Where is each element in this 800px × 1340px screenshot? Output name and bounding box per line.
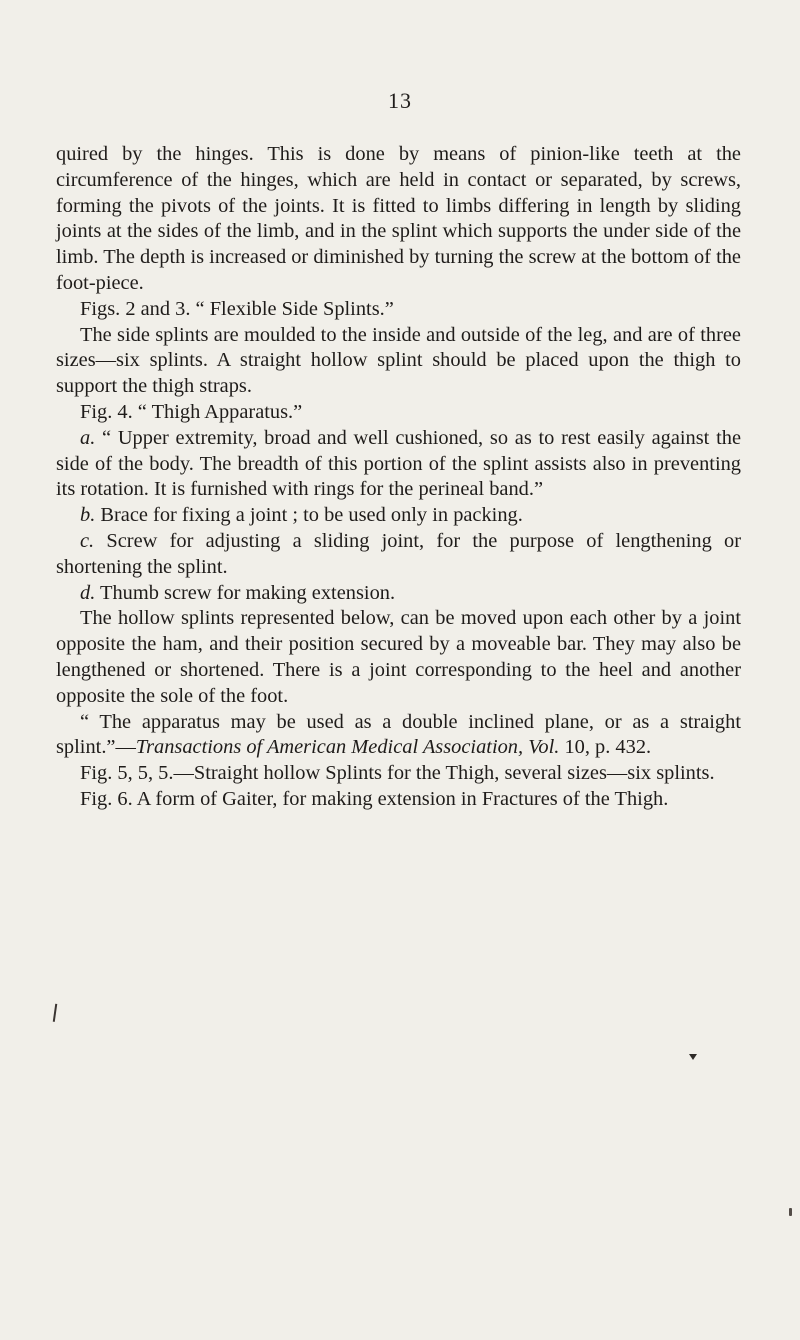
paragraph-item-c xyxy=(56,529,741,581)
paragraph-side-splints xyxy=(56,323,741,400)
text-segment: The side splints are moulded to the inside and outside of the leg, and are of three sizes—six splints. A straight hollow splint should be placed upon the thigh to support the thigh straps. xyxy=(56,323,741,398)
text-segment: Screw for adjusting a sliding joint, for the purpose of lengthening or shortening the splint. xyxy=(56,529,741,578)
item-letter: d. xyxy=(80,581,96,604)
page-edge-mark xyxy=(789,1208,792,1216)
text-segment: Figs. 2 and 3. “ Flexible Side Splints.” xyxy=(80,297,394,320)
paragraph-item-b xyxy=(56,503,741,529)
paragraph-item-d xyxy=(56,581,741,607)
paragraph-apparatus-quote xyxy=(56,710,741,762)
item-letter: c. xyxy=(80,529,95,552)
item-letter: b. xyxy=(80,504,96,527)
text-segment: Fig. 6. A form of Gaiter, for making extension in Fractures of the Thigh. xyxy=(80,787,669,810)
text-segment: quired by the hinges. This is done by means of pinion-like teeth at the circumference of the hinges, which are held in contact or separated, by screws, forming the pivots of the joints. It is fitted to limbs differing in length by sliding joints at the sides of the limb, and in the splint which supports the under side of the limb. The depth is increased or diminished by turning the screw at the bottom of the foot-piece. xyxy=(56,143,741,294)
paragraph-figs-2-3 xyxy=(56,297,741,323)
margin-pencil-mark xyxy=(53,1004,60,1023)
paragraph-fig-4 xyxy=(56,400,741,426)
text-segment: Fig. 4. “ Thigh Apparatus.” xyxy=(80,400,303,423)
paragraph-fig-5 xyxy=(56,761,741,787)
paragraph-hollow-splints xyxy=(56,606,741,709)
citation-title: Transactions of American Medical Association, Vol. xyxy=(135,736,560,759)
text-segment: Fig. 5, 5, 5.—Straight hollow Splints for the Thigh, several sizes—six splints. xyxy=(80,762,715,785)
text-segment: The hollow splints represented below, can be moved upon each other by a joint opposite the ham, and their position secured by a moveable bar. They may also be lengthened or shortened. There is a joint corresponding to the heel and another opposite the sole of the foot. xyxy=(56,607,741,707)
paragraph-hinges xyxy=(56,142,741,297)
paragraph-fig-6 xyxy=(56,787,741,813)
text-segment: Brace for fixing a joint ; to be used only in packing. xyxy=(95,504,523,527)
item-letter: a. xyxy=(80,426,96,449)
text-segment: “ Upper extremity, broad and well cushioned, so as to rest easily against the side of the body. The breadth of this portion of the splint assists also in preventing its rotation. It is furnished with rings for the perineal band.” xyxy=(56,426,741,501)
text-segment: Thumb screw for making extension. xyxy=(95,581,396,604)
ink-speck xyxy=(689,1054,697,1060)
text-segment: 10, p. 432. xyxy=(559,736,652,759)
paragraph-item-a xyxy=(56,426,741,503)
text-segment: “ The apparatus may be used as a double inclined plane, or as a straight splint.”— xyxy=(56,710,741,759)
page-number: 13 xyxy=(388,88,412,113)
body-text xyxy=(56,142,741,813)
